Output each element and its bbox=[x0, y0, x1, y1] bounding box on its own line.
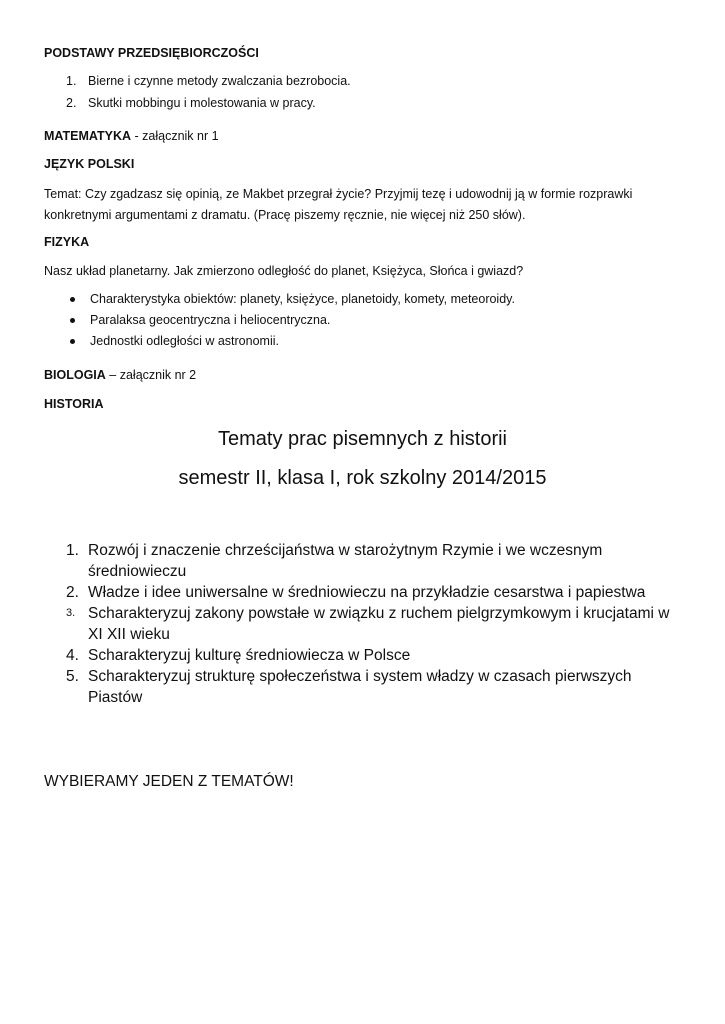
biologia-line bbox=[44, 366, 684, 384]
list-text: Scharakteryzuj strukturę społeczeństwa i system władzy w czasach pierwszych Piastów bbox=[88, 668, 632, 706]
fizyka-intro: Nasz układ planetarny. Jak zmierzono odległość do planet, Księżyca, Słońca i gwiazd? bbox=[44, 264, 524, 278]
polski-text: Temat: Czy zgadzasz się opinią, ze Makbet przegrał życie? Przyjmij tezę i udowodnij ją w formie rozprawki konkretnymi argumentami z dramatu. (Pracę piszemy ręcznie, nie więcej niż 250 słów). bbox=[44, 187, 633, 222]
list-item bbox=[44, 582, 684, 603]
list-item bbox=[44, 603, 684, 645]
heading-polski: JĘZYK POLSKI bbox=[44, 157, 135, 171]
heading-matematyka: MATEMATYKA bbox=[44, 129, 132, 143]
fizyka-bullets bbox=[44, 289, 684, 352]
list-number: 1. bbox=[66, 74, 77, 88]
heading-historia: HISTORIA bbox=[44, 397, 104, 411]
bullet-text: Jednostki odległości w astronomii. bbox=[90, 334, 279, 348]
list-number: 4. bbox=[66, 647, 79, 664]
podstawy-list bbox=[44, 72, 684, 112]
bullet-icon bbox=[70, 318, 75, 323]
list-item bbox=[44, 540, 684, 582]
heading-fizyka: FIZYKA bbox=[44, 235, 90, 249]
historia-title-line2: semestr II, klasa I, rok szkolny 2014/2015 bbox=[178, 467, 547, 489]
matematyka-line bbox=[44, 127, 684, 145]
list-text: Skutki mobbingu i molestowania w pracy. bbox=[88, 96, 316, 110]
bullet-icon bbox=[70, 339, 75, 344]
list-text: Scharakteryzuj kulturę średniowiecza w Polsce bbox=[88, 647, 411, 664]
list-item bbox=[44, 666, 684, 708]
list-number: 2. bbox=[66, 584, 79, 601]
list-item bbox=[44, 331, 684, 352]
list-item bbox=[44, 310, 684, 331]
heading-podstawy: PODSTAWY PRZEDSIĘBIORCZOŚCI bbox=[44, 46, 259, 60]
list-item bbox=[44, 72, 684, 90]
list-number: 3. bbox=[66, 607, 76, 619]
list-number: 5. bbox=[66, 668, 79, 685]
biologia-note: – załącznik nr 2 bbox=[105, 368, 197, 382]
list-text: Rozwój i znaczenie chrześcijaństwa w starożytnym Rzymie i we wczesnym średniowieczu bbox=[88, 542, 603, 580]
matematyka-note: - załącznik nr 1 bbox=[131, 129, 219, 143]
bullet-text: Paralaksa geocentryczna i heliocentryczna. bbox=[90, 313, 331, 327]
heading-biologia: BIOLOGIA bbox=[44, 368, 106, 382]
historia-title-line1: Tematy prac pisemnych z historii bbox=[218, 428, 507, 450]
list-item bbox=[44, 94, 684, 112]
list-text: Bierne i czynne metody zwalczania bezrobocia. bbox=[88, 74, 351, 88]
list-number: 1. bbox=[66, 542, 79, 559]
list-number: 2. bbox=[66, 96, 77, 110]
list-item bbox=[44, 289, 684, 310]
bullet-text: Charakterystyka obiektów: planety, księżyce, planetoidy, komety, meteoroidy. bbox=[90, 292, 515, 306]
final-note: WYBIERAMY JEDEN Z TEMATÓW! bbox=[44, 773, 294, 790]
bullet-icon bbox=[70, 297, 75, 302]
list-text: Scharakteryzuj zakony powstałe w związku z ruchem pielgrzymkowym i krucjatami w XI XII wieku bbox=[88, 605, 670, 643]
historia-topics bbox=[44, 540, 684, 708]
list-text: Władze i idee uniwersalne w średniowieczu na przykładzie cesarstwa i papiestwa bbox=[88, 584, 646, 601]
list-item bbox=[44, 645, 684, 666]
